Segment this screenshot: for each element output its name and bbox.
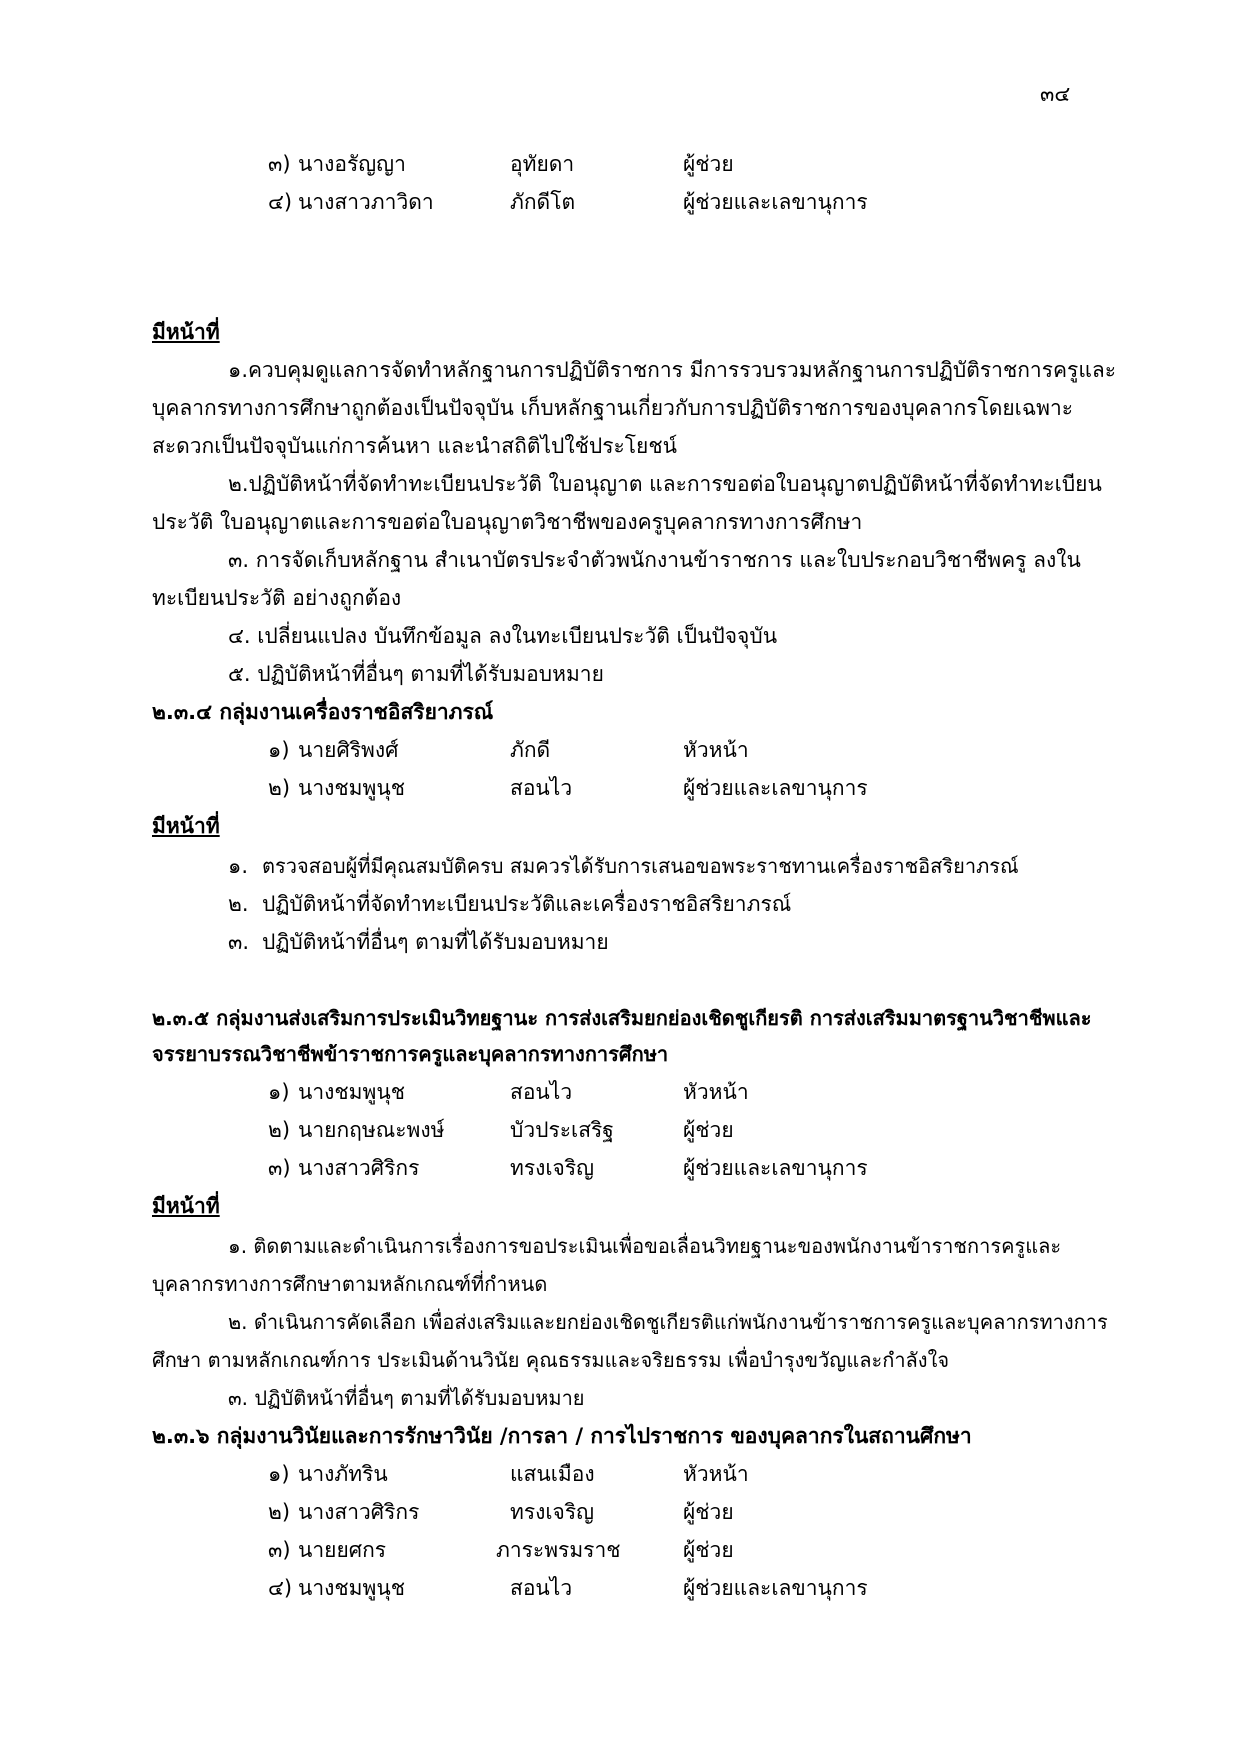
section-title: ๒.๓.๕ กลุ่มงานส่งเสริมการประเมินวิทยฐานะ การส่งเสริมยกย่องเชิดชูเกียรติ การส่งเสริมมาตรฐานวิชาชีพและ bbox=[152, 1006, 1092, 1030]
staff-role: หัวหน้า bbox=[683, 1462, 749, 1486]
section-title: ๒.๓.๔ กลุ่มงานเครื่องราชอิสริยาภรณ์ bbox=[152, 700, 494, 724]
duty-text: ปฏิบัติหน้าที่จัดทำทะเบียนประวัติและเครื่องราชอิสริยาภรณ์ bbox=[262, 892, 792, 916]
staff-surname: ทรงเจริญ bbox=[510, 1500, 595, 1524]
staff-name: นางอรัญญา bbox=[298, 152, 406, 176]
staff-num: ๒) bbox=[268, 1500, 291, 1524]
staff-name: นางชมพูนุช bbox=[298, 1576, 405, 1600]
staff-num: ๔) bbox=[268, 1576, 293, 1600]
staff-role: หัวหน้า bbox=[683, 1080, 749, 1104]
staff-num: ๑) bbox=[268, 1462, 290, 1486]
duty-line: ศึกษา ตามหลักเกณฑ์การ ประเมินด้านวินัย คุณธรรมและจริยธรรม เพื่อบำรุงขวัญและกำลังใจ bbox=[152, 1348, 950, 1372]
staff-role: ผู้ช่วย bbox=[683, 1118, 734, 1142]
duty-num: ๒. bbox=[228, 892, 249, 916]
staff-name: นางภัทริน bbox=[298, 1462, 388, 1486]
staff-num: ๓) bbox=[268, 1538, 291, 1562]
staff-name: นายยศกร bbox=[298, 1538, 387, 1562]
page-number: ๓๔ bbox=[1040, 82, 1071, 106]
duty-text: ตรวจสอบผู้ที่มีคุณสมบัติครบ สมควรได้รับการเสนอขอพระราชทานเครื่องราชอิสริยาภรณ์ bbox=[262, 854, 1019, 878]
staff-surname: แสนเมือง bbox=[510, 1462, 595, 1486]
duties-heading: มีหน้าที่ bbox=[152, 1194, 220, 1218]
staff-num: ๓) bbox=[268, 152, 291, 176]
staff-num: ๒) bbox=[268, 776, 291, 800]
staff-surname: บัวประเสริฐ bbox=[510, 1118, 614, 1142]
staff-role: ผู้ช่วยและเลขานุการ bbox=[683, 1576, 868, 1600]
staff-num: ๔) bbox=[268, 190, 293, 214]
duty-line: ๒.ปฏิบัติหน้าที่จัดทำทะเบียนประวัติ ใบอนุญาต และการขอต่อใบอนุญาตปฏิบัติหน้าที่จัดทำทะเบียน bbox=[228, 472, 1102, 496]
duty-line: ๑. ติดตามและดำเนินการเรื่องการขอประเมินเพื่อขอเลื่อนวิทยฐานะของพนักงานข้าราชการครูและ bbox=[228, 1234, 1062, 1258]
staff-num: ๓) bbox=[268, 1156, 291, 1180]
staff-role: ผู้ช่วย bbox=[683, 1500, 734, 1524]
staff-role: ผู้ช่วย bbox=[683, 152, 734, 176]
staff-name: นางชมพูนุช bbox=[298, 1080, 405, 1104]
duty-num: ๓. bbox=[228, 930, 250, 954]
duties-heading: มีหน้าที่ bbox=[152, 814, 220, 838]
staff-surname: ภักดีโต bbox=[510, 190, 576, 214]
staff-role: ผู้ช่วยและเลขานุการ bbox=[683, 776, 868, 800]
duty-line: สะดวกเป็นปัจจุบันแก่การค้นหา และนำสถิติไปใช้ประโยชน์ bbox=[152, 434, 677, 458]
duty-line: ๓. ปฏิบัติหน้าที่อื่นๆ ตามที่ได้รับมอบหมาย bbox=[228, 1386, 585, 1410]
duty-line: ๒. ดำเนินการคัดเลือก เพื่อส่งเสริมและยกย่องเชิดชูเกียรติแก่พนักงานข้าราชการครูและบุคลากรทางการ bbox=[228, 1310, 1108, 1334]
duty-line: ๔. เปลี่ยนแปลง บันทึกข้อมูล ลงในทะเบียนประวัติ เป็นปัจจุบัน bbox=[228, 624, 778, 648]
staff-role: หัวหน้า bbox=[683, 738, 749, 762]
section-title: จรรยาบรรณวิชาชีพข้าราชการครูและบุคลากรทางการศึกษา bbox=[152, 1042, 669, 1066]
staff-surname: สอนไว bbox=[510, 1576, 573, 1600]
duty-line: ประวัติ ใบอนุญาตและการขอต่อใบอนุญาตวิชาชีพของครูบุคลากรทางการศึกษา bbox=[152, 510, 863, 534]
staff-num: ๒) bbox=[268, 1118, 291, 1142]
staff-surname: สอนไว bbox=[510, 776, 573, 800]
duty-line: บุคลากรทางการศึกษาตามหลักเกณฑ์ที่กำหนด bbox=[152, 1272, 548, 1296]
staff-surname: ทรงเจริญ bbox=[510, 1156, 595, 1180]
staff-surname: ภาระพรมราช bbox=[496, 1538, 621, 1562]
duty-num: ๑. bbox=[228, 854, 249, 878]
staff-name: นายกฤษณะพงษ์ bbox=[298, 1118, 445, 1142]
duty-line: ทะเบียนประวัติ อย่างถูกต้อง bbox=[152, 586, 402, 610]
duty-line: ๓. การจัดเก็บหลักฐาน สำเนาบัตรประจำตัวพนักงานข้าราชการ และใบประกอบวิชาชีพครู ลงใน bbox=[228, 548, 1081, 572]
staff-num: ๑) bbox=[268, 738, 290, 762]
staff-surname: ภักดี bbox=[510, 738, 551, 762]
staff-name: นางสาวศิริกร bbox=[298, 1500, 420, 1524]
section-title: ๒.๓.๖ กลุ่มงานวินัยและการรักษาวินัย /การลา / การไปราชการ ของบุคลากรในสถานศึกษา bbox=[152, 1424, 972, 1448]
staff-role: ผู้ช่วยและเลขานุการ bbox=[683, 190, 868, 214]
duty-line: ๑.ควบคุมดูแลการจัดทำหลักฐานการปฏิบัติราชการ มีการรวบรวมหลักฐานการปฏิบัติราชการครูและ bbox=[228, 358, 1117, 382]
staff-num: ๑) bbox=[268, 1080, 290, 1104]
staff-name: นางสาวศิริกร bbox=[298, 1156, 420, 1180]
staff-surname: อุทัยดา bbox=[510, 152, 575, 176]
duty-line: บุคลากรทางการศึกษาถูกต้องเป็นปัจจุบัน เก็บหลักฐานเกี่ยวกับการปฏิบัติราชการของบุคลากรโดยเฉพาะ bbox=[152, 396, 1074, 420]
staff-name: นางสาวภาวิดา bbox=[298, 190, 434, 214]
duties-heading: มีหน้าที่ bbox=[152, 320, 220, 344]
staff-role: ผู้ช่วย bbox=[683, 1538, 734, 1562]
duty-text: ปฏิบัติหน้าที่อื่นๆ ตามที่ได้รับมอบหมาย bbox=[262, 930, 609, 954]
staff-name: นางชมพูนุช bbox=[298, 776, 405, 800]
duty-line: ๕. ปฏิบัติหน้าที่อื่นๆ ตามที่ได้รับมอบหมาย bbox=[228, 662, 604, 686]
staff-surname: สอนไว bbox=[510, 1080, 573, 1104]
staff-role: ผู้ช่วยและเลขานุการ bbox=[683, 1156, 868, 1180]
staff-name: นายศิริพงศ์ bbox=[298, 738, 399, 762]
